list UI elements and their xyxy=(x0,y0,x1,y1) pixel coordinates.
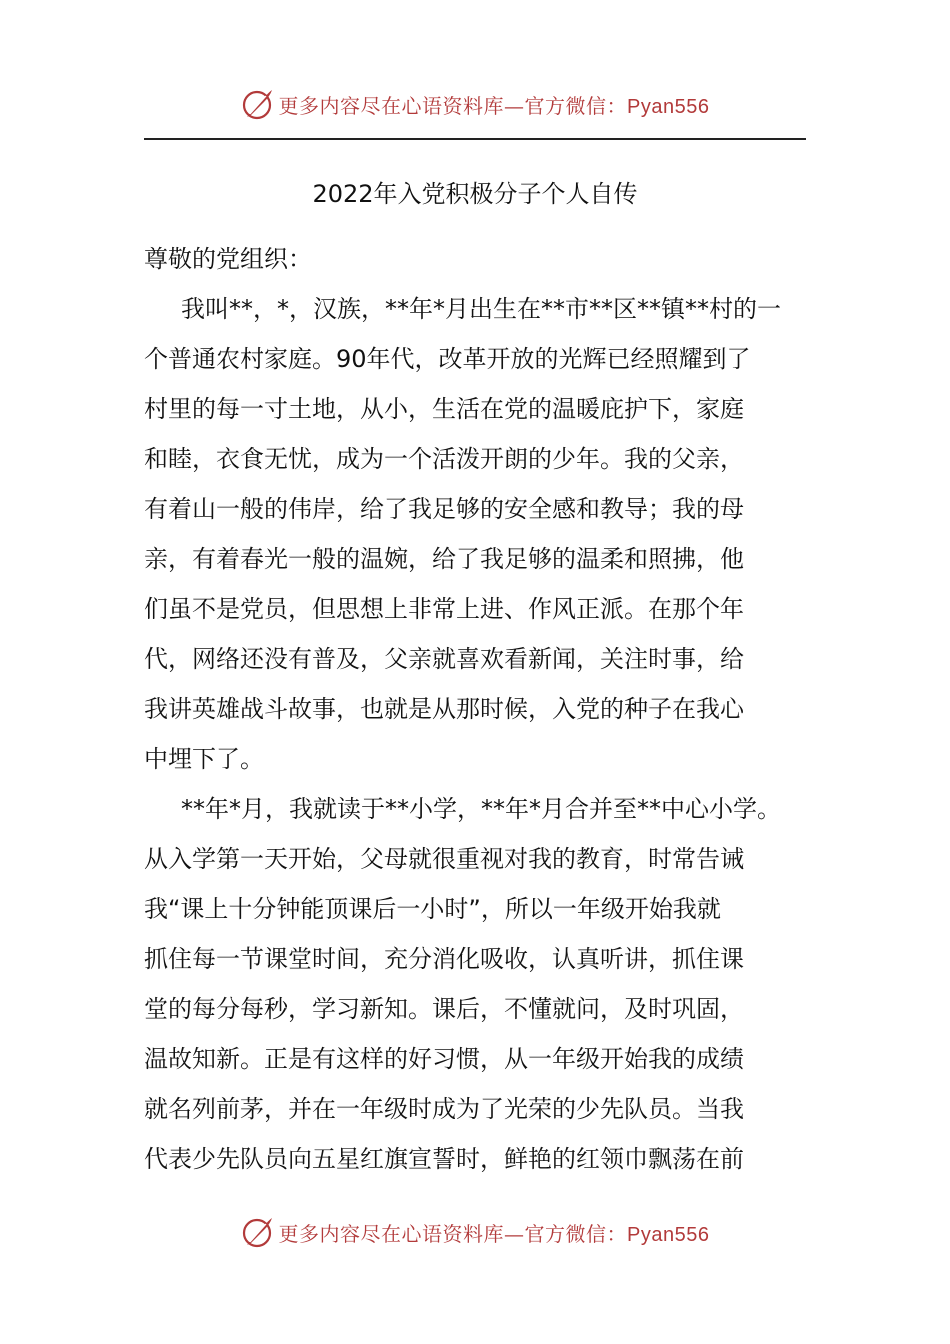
body-line: 和睦，衣食无忧，成为一个活泼开朗的少年。我的父亲， xyxy=(144,445,744,473)
salutation: 尊敬的党组织： xyxy=(144,245,312,273)
body-line: 中埋下了。 xyxy=(144,745,264,773)
body-line: 村里的每一寸土地，从小，生活在党的温暖庇护下，家庭 xyxy=(144,395,744,423)
header-watermark xyxy=(0,84,950,124)
body-line: 我“课上十分钟能顶课后一小时”，所以一年级开始我就 xyxy=(144,895,721,923)
body-line: 就名列前茅，并在一年级时成为了光荣的少先队员。当我 xyxy=(144,1095,744,1123)
body-line: 代表少先队员向五星红旗宣誓时，鲜艳的红领巾飘荡在前 xyxy=(144,1145,744,1173)
wechat-id: Pyan556 xyxy=(627,95,710,118)
watermark-label: 更多内容尽在心语资料库—官方微信： xyxy=(278,1221,628,1246)
document-body xyxy=(144,234,844,1184)
body-line: 堂的每分每秒，学习新知。课后，不懂就问，及时巩固， xyxy=(144,995,744,1023)
footer-watermark xyxy=(0,1212,950,1252)
quill-pen-icon xyxy=(241,1215,275,1249)
watermark-text xyxy=(279,90,710,119)
body-line: 亲，有着春光一般的温婉，给了我足够的温柔和照拂，他 xyxy=(144,545,744,573)
header-divider xyxy=(144,138,806,140)
page-title: 2022年入党积极分子个人自传 xyxy=(312,180,638,208)
body-line: 从入学第一天开始，父母就很重视对我的教育，时常告诫 xyxy=(144,845,744,873)
body-line: 我讲英雄战斗故事，也就是从那时候，入党的种子在我心 xyxy=(144,695,744,723)
watermark-label: 更多内容尽在心语资料库—官方微信： xyxy=(278,93,628,118)
quill-pen-icon xyxy=(241,87,275,121)
body-line: 我叫**，*，汉族，**年*月出生在**市**区**镇**村的一 xyxy=(181,295,781,323)
body-line: 个普通农村家庭。90年代，改革开放的光辉已经照耀到了 xyxy=(144,345,751,373)
watermark-text xyxy=(279,1218,710,1247)
body-line: 代，网络还没有普及，父亲就喜欢看新闻，关注时事，给 xyxy=(144,645,744,673)
wechat-id: Pyan556 xyxy=(627,1223,710,1246)
body-line: 有着山一般的伟岸，给了我足够的安全感和教导；我的母 xyxy=(144,495,744,523)
body-line: **年*月，我就读于**小学，**年*月合并至**中心小学。 xyxy=(181,795,781,823)
body-line: 抓住每一节课堂时间，充分消化吸收，认真听讲，抓住课 xyxy=(144,945,744,973)
body-line: 们虽不是党员，但思想上非常上进、作风正派。在那个年 xyxy=(144,595,744,623)
body-line: 温故知新。正是有这样的好习惯，从一年级开始我的成绩 xyxy=(144,1045,744,1073)
